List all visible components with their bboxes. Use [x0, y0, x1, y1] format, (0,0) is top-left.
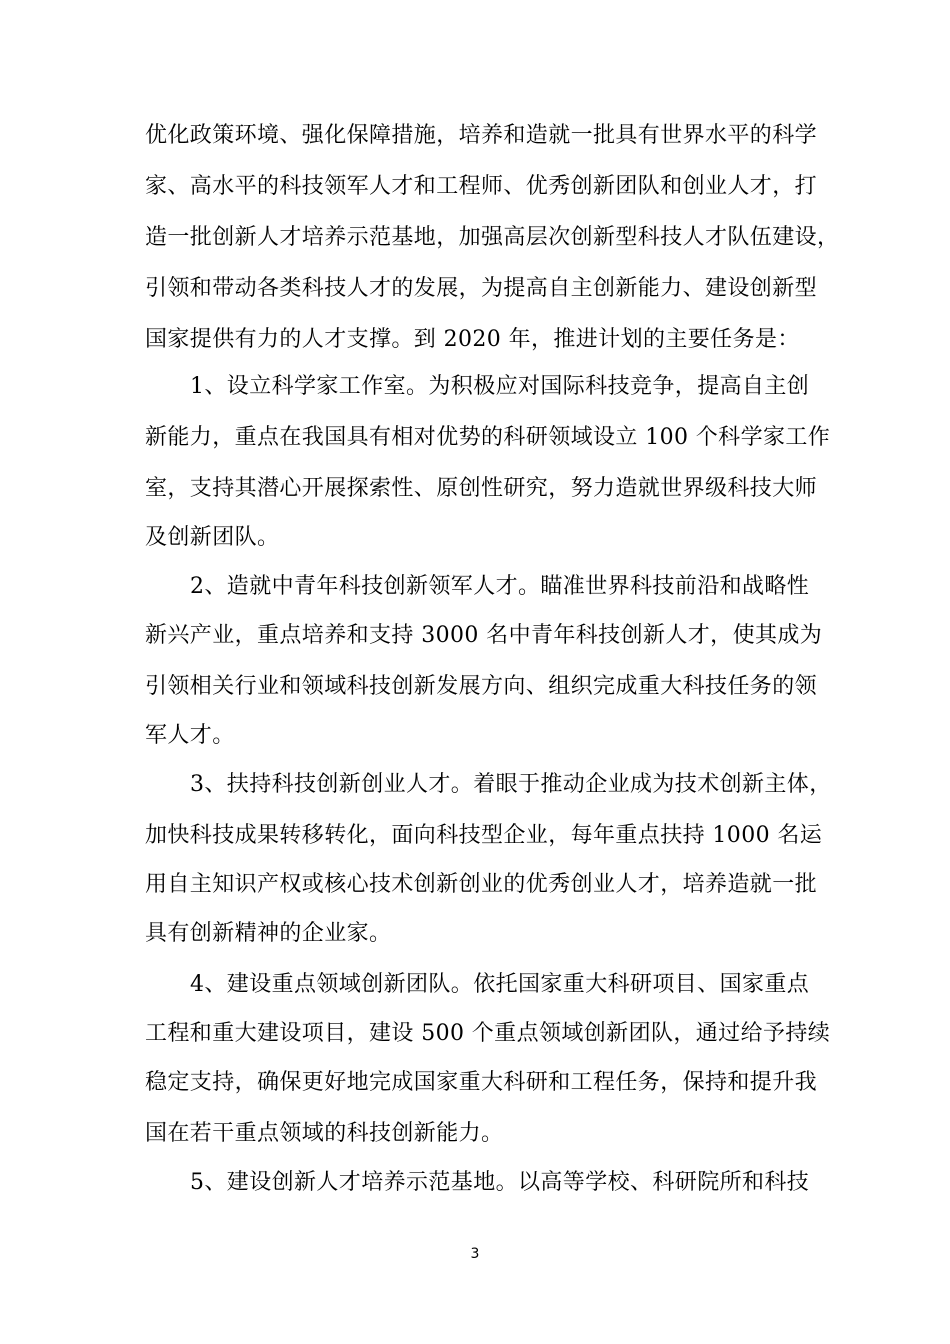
text-line: 室，支持其潜心开展探索性、原创性研究，努力造就世界级科技大师 [145, 476, 818, 501]
paragraph-start-line: 2、造就中青年科技创新领军人才。瞄准世界科技前沿和战略性 [190, 574, 810, 599]
paragraph-start-line: 5、建设创新人才培养示范基地。以高等学校、科研院所和科技 [190, 1170, 810, 1195]
text-line: 国在若干重点领域的科技创新能力。 [145, 1121, 504, 1146]
paragraph-start-line: 4、建设重点领域创新团队。依托国家重大科研项目、国家重点 [190, 972, 810, 997]
text-line: 及创新团队。 [145, 525, 280, 550]
text-line: 新兴产业，重点培养和支持 3000 名中青年科技创新人才，使其成为 [145, 623, 823, 648]
text-line: 引领和带动各类科技人才的发展，为提高自主创新能力、建设创新型 [145, 276, 818, 301]
paragraph-start-line: 3、扶持科技创新创业人才。着眼于推动企业成为技术创新主体， [190, 772, 832, 797]
text-line: 造一批创新人才培养示范基地，加强高层次创新型科技人才队伍建设， [145, 225, 840, 250]
text-line: 家、高水平的科技领军人才和工程师、优秀创新团队和创业人才，打 [145, 174, 818, 199]
text-line: 引领相关行业和领域科技创新发展方向、组织完成重大科技任务的领 [145, 674, 818, 699]
page-number: 3 [470, 1246, 480, 1262]
text-line: 稳定支持，确保更好地完成国家重大科研和工程任务，保持和提升我 [145, 1070, 818, 1095]
text-line: 优化政策环境、强化保障措施，培养和造就一批具有世界水平的科学 [145, 123, 818, 148]
paragraph-start-line: 1、设立科学家工作室。为积极应对国际科技竞争，提高自主创 [190, 374, 810, 399]
text-line: 具有创新精神的企业家。 [145, 921, 392, 946]
text-line: 新能力，重点在我国具有相对优势的科研领域设立 100 个科学家工作 [145, 425, 831, 450]
text-line: 加快科技成果转移转化，面向科技型企业，每年重点扶持 1000 名运 [145, 823, 823, 848]
text-line: 用自主知识产权或核心技术创新创业的优秀创业人才，培养造就一批 [145, 872, 818, 897]
text-line: 工程和重大建设项目，建设 500 个重点领域创新团队，通过给予持续 [145, 1021, 831, 1046]
text-line: 国家提供有力的人才支撑。到 2020 年，推进计划的主要任务是： [145, 327, 800, 352]
text-line: 军人才。 [145, 723, 235, 748]
